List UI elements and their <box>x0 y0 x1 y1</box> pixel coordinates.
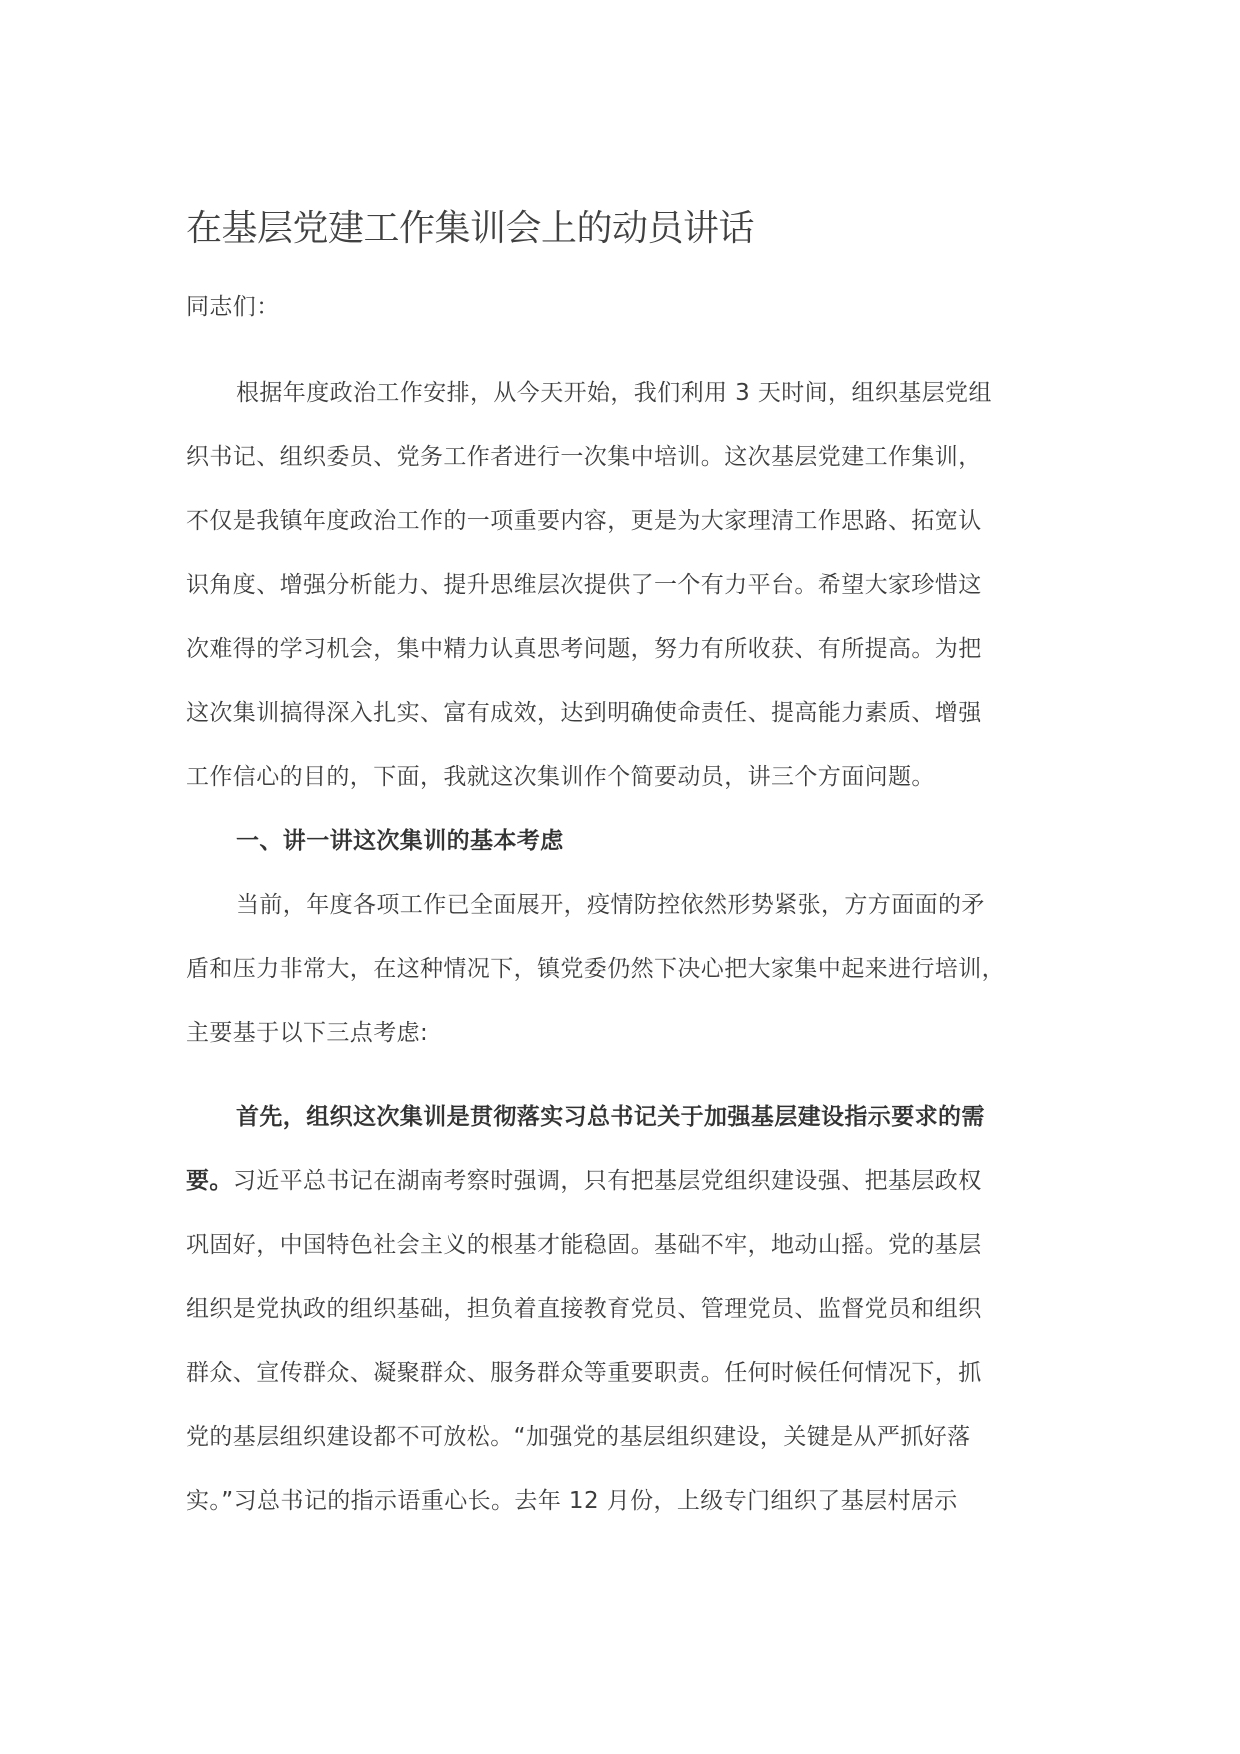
body-line: 当前，年度各项工作已全面展开，疫情防控依然形势紧张，方方面面的矛 <box>236 892 985 918</box>
document-title: 在基层党建工作集训会上的动员讲话 <box>186 208 755 249</box>
body-line: 实。”习总书记的指示语重心长。去年 12 月份，上级专门组织了基层村居示 <box>186 1488 958 1514</box>
bold-lead-end: 要。 <box>186 1168 233 1194</box>
body-line: 织书记、组织委员、党务工作者进行一次集中培训。这次基层党建工作集训， <box>186 444 982 470</box>
section-heading: 一、讲一讲这次集训的基本考虑 <box>236 828 564 854</box>
body-line: 根据年度政治工作安排，从今天开始，我们利用 3 天时间，组织基层党组 <box>236 380 992 406</box>
body-line: 群众、宣传群众、凝聚群众、服务群众等重要职责。任何时候任何情况下，抓 <box>186 1360 982 1386</box>
body-line-mixed <box>186 1162 982 1195</box>
body-line: 工作信心的目的，下面，我就这次集训作个简要动员，讲三个方面问题。 <box>186 764 935 790</box>
bold-lead-line: 首先，组织这次集训是贯彻落实习总书记关于加强基层建设指示要求的需 <box>236 1104 985 1130</box>
body-line: 巩固好，中国特色社会主义的根基才能稳固。基础不牢，地动山摇。党的基层 <box>186 1232 982 1258</box>
body-line: 盾和压力非常大，在这种情况下，镇党委仍然下决心把大家集中起来进行培训， <box>186 956 1005 982</box>
salutation: 同志们： <box>186 294 280 320</box>
body-line: 组织是党执政的组织基础，担负着直接教育党员、管理党员、监督党员和组织 <box>186 1296 982 1322</box>
body-line: 党的基层组织建设都不可放松。“加强党的基层组织建设，关键是从严抓好落 <box>186 1424 971 1450</box>
body-line: 识角度、增强分析能力、提升思维层次提供了一个有力平台。希望大家珍惜这 <box>186 572 982 598</box>
body-line: 不仅是我镇年度政治工作的一项重要内容，更是为大家理清工作思路、拓宽认 <box>186 508 982 534</box>
body-line: 这次集训搞得深入扎实、富有成效，达到明确使命责任、提高能力素质、增强 <box>186 700 982 726</box>
body-line: 次难得的学习机会，集中精力认真思考问题，努力有所收获、有所提高。为把 <box>186 636 982 662</box>
body-line: 主要基于以下三点考虑: <box>186 1020 429 1046</box>
body-text: 习近平总书记在湖南考察时强调，只有把基层党组织建设强、把基层政权 <box>232 1168 982 1194</box>
